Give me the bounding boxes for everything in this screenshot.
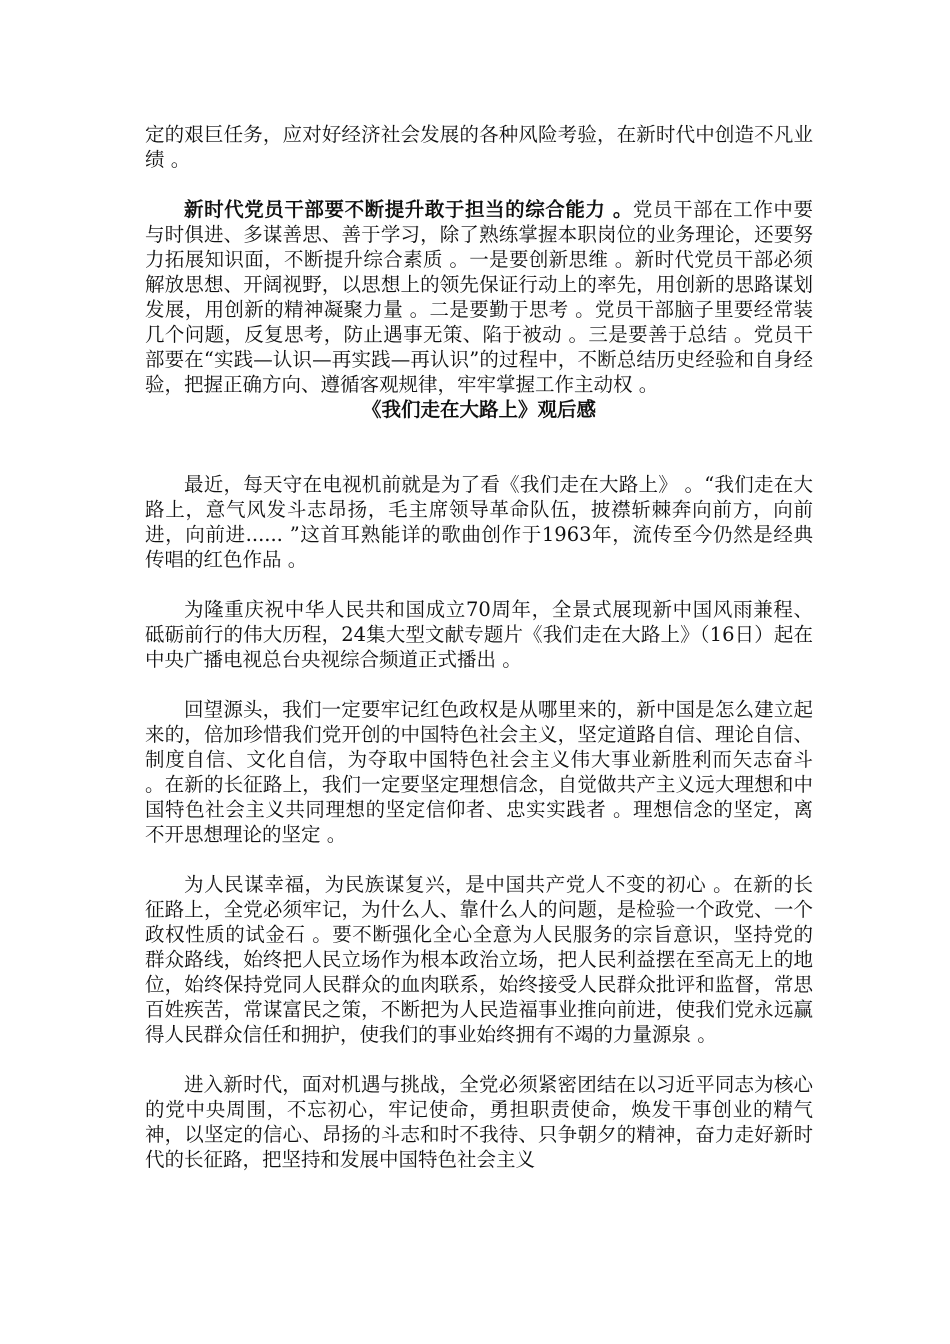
paragraph-mission: 为人民谋幸福，为民族谋复兴，是中国共产党人不变的初心 。在新的长征路上，全党必须牢记，为什么人、靠什么人的问题，是检验一个政党、一个政权性质的试金石 。要不断强化全心全意为人民服务的宗旨意识，坚持党的群众路线，始终把人民立场作为根本政治立场，把人民利益摆在至高无上的地位，始终保持党同人民群众的血肉联系，始终接受人民群众批评和监督，常思百姓疾苦，常谋富民之策，不断把为人民造福事业推向前进，使我们党永远赢得人民群众信任和拥护，使我们的事业始终拥有不竭的力量源泉 。 [145, 873, 813, 1046]
paragraph-origin: 回望源头，我们一定要牢记红色政权是从哪里来的，新中国是怎么建立起来的，倍加珍惜我们党开创的中国特色社会主义，坚定道路自信、理论自信、制度自信、文化自信，为夺取中国特色社会主义伟大事业新胜利而矢志奋斗 。在新的长征路上，我们一定要坚定理想信念，自觉做共产主义远大理想和中国特色社会主义共同理想的坚定信仰者、忠实实践者 。理想信念的坚定，离不开思想理论的坚定 。 [145, 698, 813, 846]
paragraph-lead-heading: 新时代党员干部要不断提升敢于担当的综合能力 。 [184, 198, 633, 221]
paragraph-body: 党员干部在工作中要与时俱进、多谋善思、善于学习，除了熟练掌握本职岗位的业务理论，还要努力拓展知识面，不断提升综合素质 。一是要创新思维 。新时代党员干部必须解放思想、开阔视野，以思想上的领先保证行动上的率先，用创新的思路谋划发展，用创新的精神凝聚力量 。二是要勤于思考 。党员干部脑子里要经常装几个问题，反复思考，防止遇事无策、陷于被动 。三是要善于总结 。党员干部要在“实践—认识—再实践—再认识”的过程中，不断总结历史经验和自身经验，把握正确方向、遵循客观规律，牢牢掌握工作主动权 。 [145, 198, 813, 396]
paragraph-intro: 最近，每天守在电视机前就是为了看《我们走在大路上》 。“我们走在大路上，意气风发斗志昂扬，毛主席领导革命队伍，披襟斩棘奔向前方，向前进，向前进...... ”这首耳熟能详的歌曲创作于1963年，流传至今仍然是经典传唱的红色作品 。 [145, 473, 813, 571]
paragraph-capability [145, 197, 813, 397]
article-title: 《我们走在大路上》观后感 [361, 398, 596, 421]
paragraph-continuation: 定的艰巨任务，应对好经济社会发展的各种风险考验，在新时代中创造不凡业绩 。 [145, 123, 813, 171]
title-spacer [145, 422, 813, 472]
paragraph-new-era: 进入新时代，面对机遇与挑战，全党必须紧密团结在以习近平同志为核心的党中央周围，不忘初心，牢记使命，勇担职责使命，焕发干事创业的精气神，以坚定的信心、昂扬的斗志和时不我待、只争朝夕的精神，奋力走好新时代的长征路，把坚持和发展中国特色社会主义 [145, 1073, 813, 1171]
paragraph-broadcast: 为隆重庆祝中华人民共和国成立70周年，全景式展现新中国风雨兼程、砥砺前行的伟大历程，24集大型文献专题片《我们走在大路上》（16日）起在中央广播电视总台央视综合频道正式播出 。 [145, 598, 813, 671]
document-page [145, 122, 813, 1172]
